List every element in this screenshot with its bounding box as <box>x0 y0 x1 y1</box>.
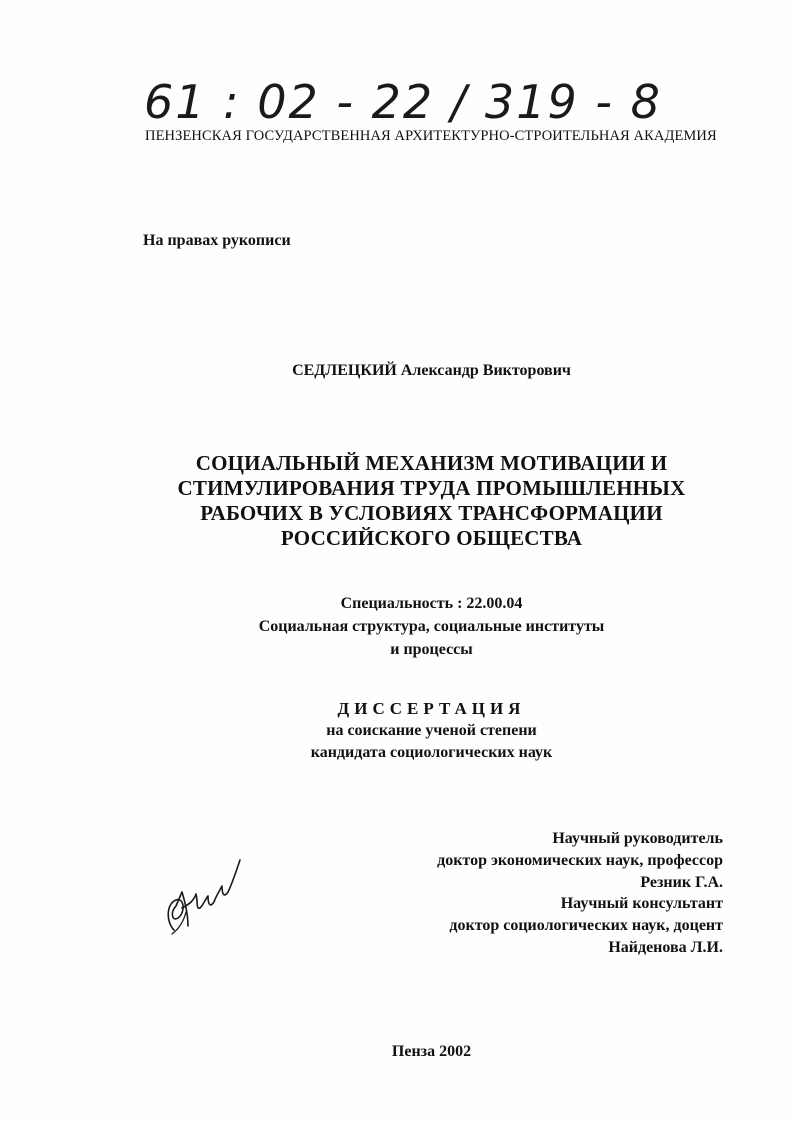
title-line: РАБОЧИХ В УСЛОВИЯХ ТРАНСФОРМАЦИИ <box>200 501 663 525</box>
specialty-name-line: Социальная структура, социальные институты <box>258 618 605 635</box>
consultant-title: Научный консультант <box>560 895 723 913</box>
specialty-name-line: и процессы <box>390 641 473 658</box>
city-year: Пенза 2002 <box>391 1043 472 1060</box>
consultant-name: Найденова Л.И. <box>608 938 723 956</box>
dissertation-label: ДИССЕРТАЦИЯ <box>337 699 526 718</box>
dissertation-title <box>0 451 793 551</box>
title-line: СТИМУЛИРОВАНИЯ ТРУДА ПРОМЫШЛЕННЫХ <box>177 476 686 500</box>
title-line: СОЦИАЛЬНЫЙ МЕХАНИЗМ МОТИВАЦИИ И <box>195 451 668 475</box>
advisors-block <box>437 828 723 959</box>
supervisor-title: Научный руководитель <box>552 830 723 847</box>
degree-block <box>0 698 793 764</box>
degree-line: на соискание ученой степени <box>326 722 537 739</box>
handwritten-archive-code <box>140 72 662 132</box>
degree-line: кандидата социологических наук <box>310 744 553 761</box>
manuscript-rights: На правах рукописи <box>143 232 291 249</box>
specialty-code: Специальность : 22.00.04 <box>340 595 523 612</box>
institution-name: ПЕНЗЕНСКАЯ ГОСУДАРСТВЕННАЯ АРХИТЕКТУРНО-СТРОИТЕЛЬНАЯ АКАДЕМИЯ <box>145 128 717 144</box>
specialty-block <box>0 592 793 661</box>
signature-icon <box>152 842 252 942</box>
archive-code-svg <box>140 72 662 132</box>
supervisor-name: Резник Г.А. <box>640 873 723 891</box>
archive-code-text: 61 : 02 - 22 / 319 - 8 <box>144 75 662 129</box>
supervisor-degree: доктор экономических наук, профессор <box>437 851 723 869</box>
author-name: СЕДЛЕЦКИЙ Александр Викторович <box>292 362 571 379</box>
title-line: РОССИЙСКОГО ОБЩЕСТВА <box>280 526 583 550</box>
consultant-degree: доктор социологических наук, доцент <box>449 917 723 935</box>
handwritten-signature <box>152 842 252 942</box>
